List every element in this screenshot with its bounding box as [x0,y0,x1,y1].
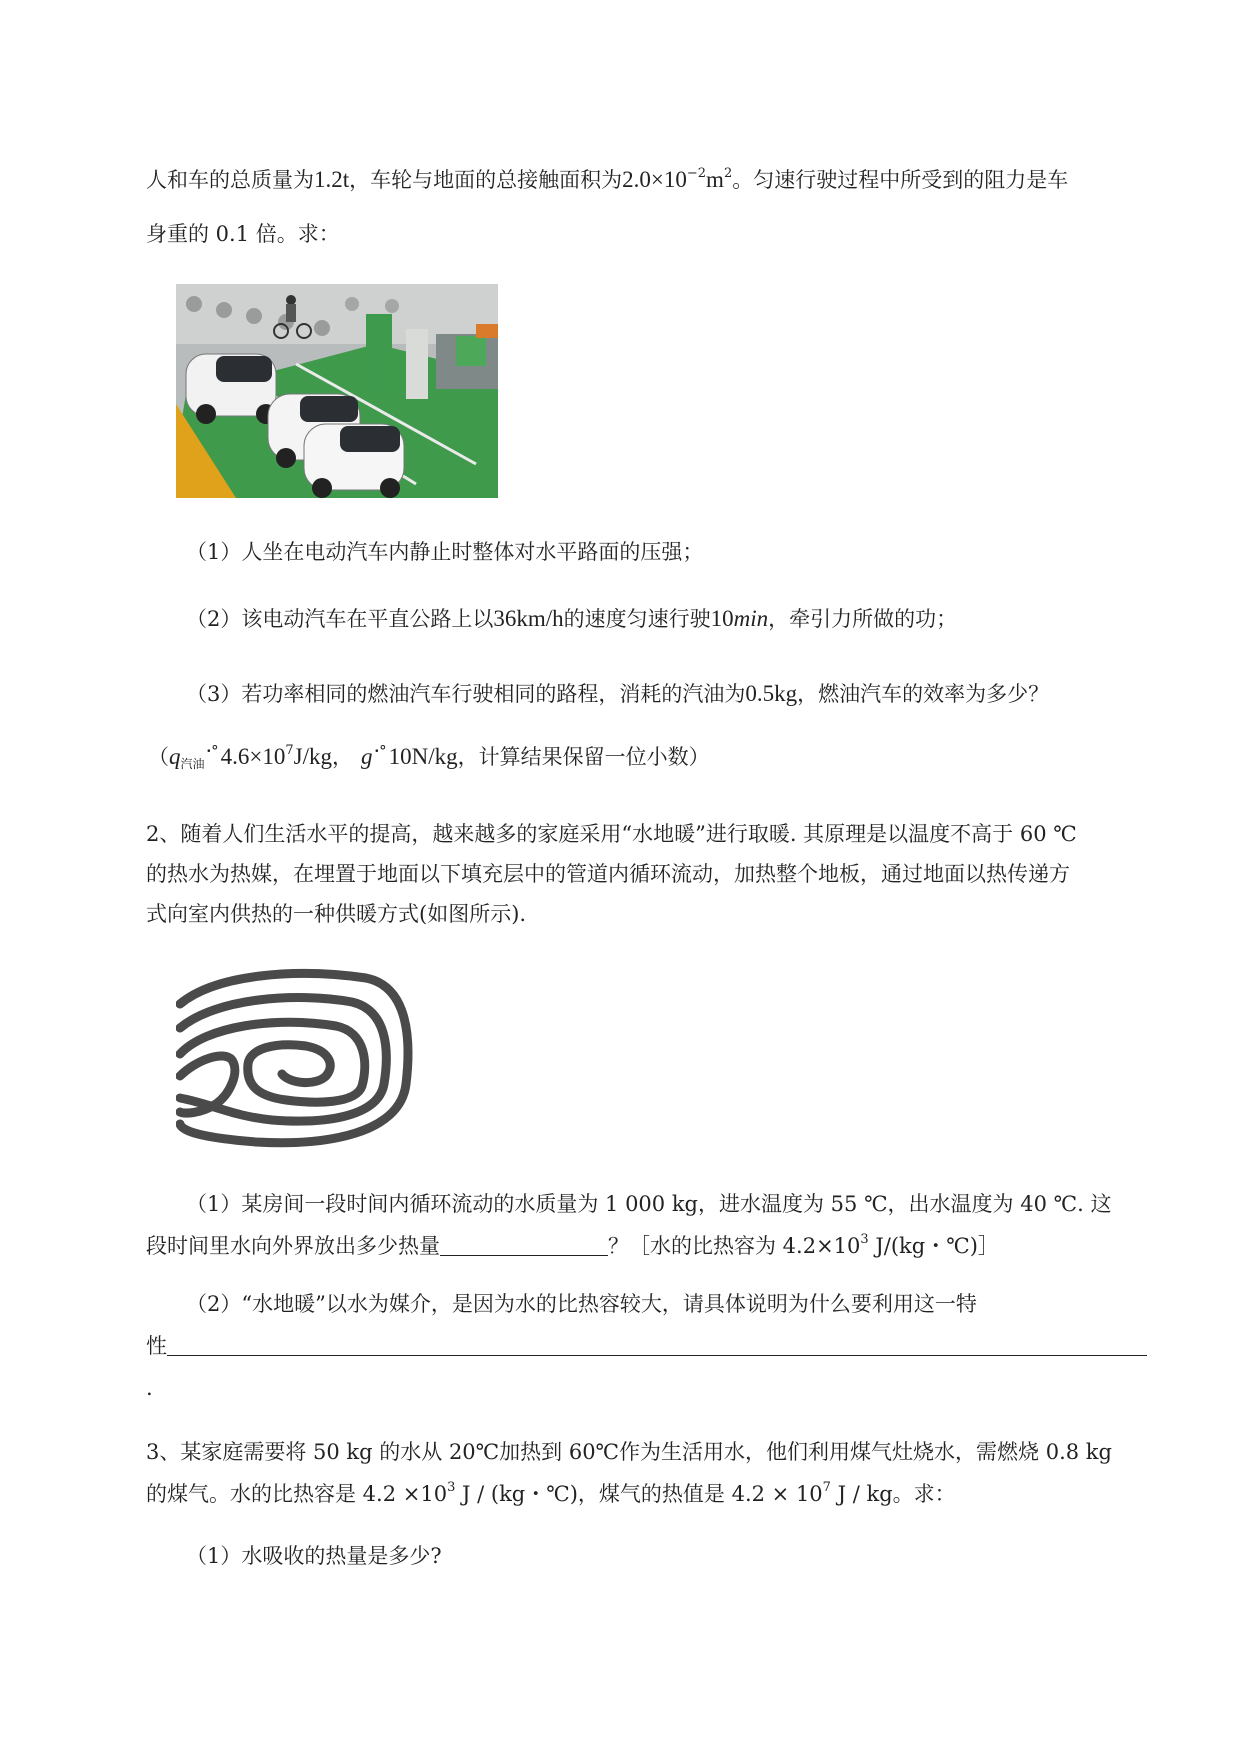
note-q-symbol: q [169,744,181,769]
equals-glyph-icon: ꞏ° [374,742,387,760]
q2-part2-line1: （2）“水地暖”以水为媒介，是因为水的比热容较大，请具体说明为什么要利用这一特 [186,1292,977,1316]
q1-text: ，车轮与地面的总接触面积为 [349,168,623,192]
floor-heating-pipe-figure [176,964,418,1150]
q2-line3: 式向室内供热的一种供暖方式(如图所示). [146,902,527,926]
answer-blank[interactable] [440,1235,608,1256]
q2-part1-exponent: 3 [860,1232,869,1247]
note-heat-unit: J/kg [293,744,333,769]
q3-part1: （1）水吸收的热量是多少? [186,1544,442,1568]
q1-part3-text: （3）若功率相同的燃油汽车行驶相同的路程，消耗的汽油为 [186,682,746,706]
q2-part2-line2 [146,1334,1147,1359]
note-tail: ，计算结果保留一位小数） [457,745,710,769]
note-q-subscript: 汽油 [180,757,205,771]
q2-line2: 的热水为热媒，在埋置于地面以下填充层中的管道内循环流动，加热整个地板，通过地面以热传递方 [146,862,1070,886]
q1-mass-value: 1.2t [314,167,350,192]
q2-part1-line2 [146,1232,999,1259]
q3-line2 [146,1480,956,1507]
q1-intro-line1 [146,166,1068,194]
note-heat-exponent: 7 [285,743,294,758]
answer-blank-long[interactable] [167,1335,1147,1356]
q3-exponent: 3 [447,1480,456,1495]
electric-car-charging-photo [176,284,498,498]
q1-area-unit-exponent: 2 [723,166,733,181]
q2-part1-text: 段时间里水向外界放出多少热量 [146,1234,440,1258]
equals-glyph-icon: ꞏ° [206,742,219,760]
q2-line1: 2、随着人们生活水平的提高，越来越多的家庭采用“水地暖”进行取暖. 其原理是以温度不高于 60 ℃ [146,822,1077,846]
q3-text: J / kg。求： [830,1482,956,1506]
q1-area-unit: m [706,167,724,192]
q1-part1: （1）人坐在电动汽车内静止时整体对水平路面的压强； [186,540,704,564]
note-g-value: 10N/kg [388,744,458,769]
q2-part1-text: J/(kg・℃)］ [868,1234,999,1258]
q1-time-value: 10 [710,606,734,631]
q1-part3-text: ，燃油汽车的效率为多少？ [797,682,1050,706]
q3-text: 的煤气。水的比热容是 4.2 ×10 [146,1482,448,1506]
q1-fuel-mass-value: 0.5kg [745,681,798,706]
q3-exponent: 7 [822,1480,831,1495]
note-paren: （ [148,745,169,769]
q3-text: J / (kg・℃)，煤气的热值是 4.2 × 10 [455,1482,823,1506]
q3-line1: 3、某家庭需要将 50 kg 的水从 20℃加热到 60℃作为生活用水，他们利用煤气灶烧水，需燃烧 0.8 kg [146,1440,1112,1464]
q1-text: 。匀速行驶过程中所受到的阻力是车 [732,168,1069,192]
note-heat-value: 4.6×10 [220,744,286,769]
q1-time-unit: min [733,606,769,631]
q1-part3 [186,680,1049,708]
q1-part2-text: 的速度匀速行驶 [563,607,711,631]
q1-area-exponent: −2 [686,166,707,181]
q2-part1-text: ？［水的比热容为 4.2×10 [608,1234,861,1258]
q1-part2-text: ，牵引力所做的功； [768,607,958,631]
q1-part2 [186,605,957,633]
q1-part2-text: （2）该电动汽车在平直公路上以 [186,607,494,631]
note-separator: ， [332,745,354,769]
q2-part2-text: 性 [146,1334,167,1358]
q1-constants-note [148,742,710,771]
q1-speed-value: 36km/h [493,606,564,631]
q1-text: 人和车的总质量为 [146,168,314,192]
q1-intro-line2: 身重的 0.1 倍。求： [146,222,340,246]
q2-part1-line1: （1）某房间一段时间内循环流动的水质量为 1 000 kg，进水温度为 55 ℃，出水温度为 40 ℃. 这 [186,1192,1112,1216]
q1-area-value: 2.0×10 [622,167,687,192]
note-g-symbol: g [361,744,373,769]
q2-part2-line3: . [146,1376,153,1400]
